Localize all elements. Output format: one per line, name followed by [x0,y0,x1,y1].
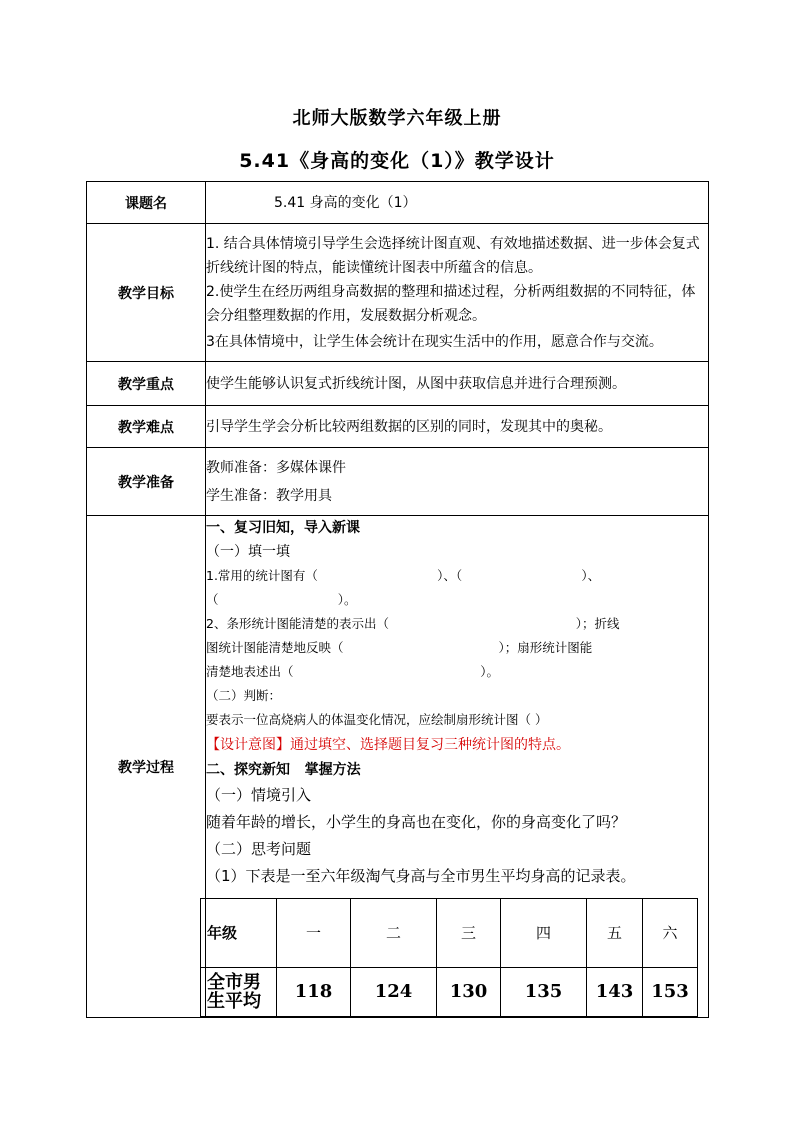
question-2a: 2、条形统计图能清楚的表示出（ ）；折线 [206,616,620,631]
grade-cell: 三 [437,899,501,968]
think-text: （1）下表是一至六年级淘气身高与全市男生平均身高的记录表。 [206,867,636,885]
row-process [87,516,709,1018]
question-2b: 图统计图能清楚地反映（ ）；扇形统计图能 [206,640,593,655]
section-context-title: （一）情境引入 [206,786,312,804]
grade-cell: 六 [643,899,698,968]
doc-title-lesson: 5.41《身高的变化（1）》教学设计 [239,150,555,172]
value-difficulty: 引导学生学会分析比较两组数据的区别的同时，发现其中的奥秘。 [206,406,709,448]
height-record-table [200,898,698,1017]
average-height-row [201,968,698,1017]
question-1b: （ ）。 [206,592,357,607]
question-2c: 清楚地表述出（ ）。 [206,664,499,679]
row-goals [87,224,709,362]
grade-cell: 一 [277,899,351,968]
label-process: 教学过程 [87,516,206,1018]
judge-question: 要表示一位高烧病人的体温变化情况，应绘制扇形统计图（ ） [206,712,548,727]
row-topic [87,182,709,224]
lesson-plan-table [86,181,709,1018]
height-value-cell: 124 [351,968,437,1017]
average-row-label: 全市男生平均 [201,968,277,1017]
height-value-cell: 118 [277,968,351,1017]
height-value-cell: 135 [501,968,587,1017]
label-topic: 课题名 [87,182,206,224]
goal-1: 1. 结合具体情境引导学生会选择统计图直观、有效地描述数据、进一步体会复式折线统计图的特点，能读懂统计图表中所蕴含的信息。 [206,235,700,276]
goal-3: 3在具体情境中，让学生体会统计在现实生活中的作用，愿意合作与交流。 [206,333,663,350]
grade-cell: 四 [501,899,587,968]
label-difficulty: 教学难点 [87,406,206,448]
value-goals [206,224,709,362]
row-difficulty [87,406,709,448]
height-value-cell: 130 [437,968,501,1017]
height-value-cell: 143 [587,968,643,1017]
row-key [87,362,709,406]
question-1a: 1.常用的统计图有（ ）、（ ）、 [206,568,601,583]
doc-title-series: 北师大版数学六年级上册 [292,108,502,129]
grade-row-label: 年级 [201,899,277,968]
section-fill-title: （一）填一填 [206,544,290,560]
grade-row [201,899,698,968]
row-prep [87,448,709,516]
grade-cell: 五 [587,899,643,968]
value-process [206,516,709,1018]
value-topic: 5.41 身高的变化（1） [206,182,709,224]
prep-teacher: 教师准备：多媒体课件 [206,459,346,476]
height-value-cell: 153 [643,968,698,1017]
grade-cell: 二 [351,899,437,968]
section-judge-title: （二）判断： [206,688,282,703]
context-text: 随着年龄的增长，小学生的身高也在变化，你的身高变化了吗？ [206,813,627,831]
label-goals: 教学目标 [87,224,206,362]
goal-2: 2.使学生在经历两组身高数据的整理和描述过程，分析两组数据的不同特征，体会分组整理数据的作用，发展数据分析观念。 [206,283,696,324]
label-key: 教学重点 [87,362,206,406]
section-think-title: （二）思考问题 [206,840,312,858]
value-key: 使学生能够认识复式折线统计图，从图中获取信息并进行合理预测。 [206,362,709,406]
prep-student: 学生准备：教学用具 [206,487,332,504]
section-review-title: 一、复习旧知，导入新课 [206,520,360,536]
section-explore-title: 二、探究新知 掌握方法 [206,762,361,778]
value-prep [206,448,709,516]
design-intent-text: 通过填空、选择题目复习三种统计图的特点。 [290,737,570,753]
label-prep: 教学准备 [87,448,206,516]
design-intent-tag: 【设计意图】 [206,737,290,753]
